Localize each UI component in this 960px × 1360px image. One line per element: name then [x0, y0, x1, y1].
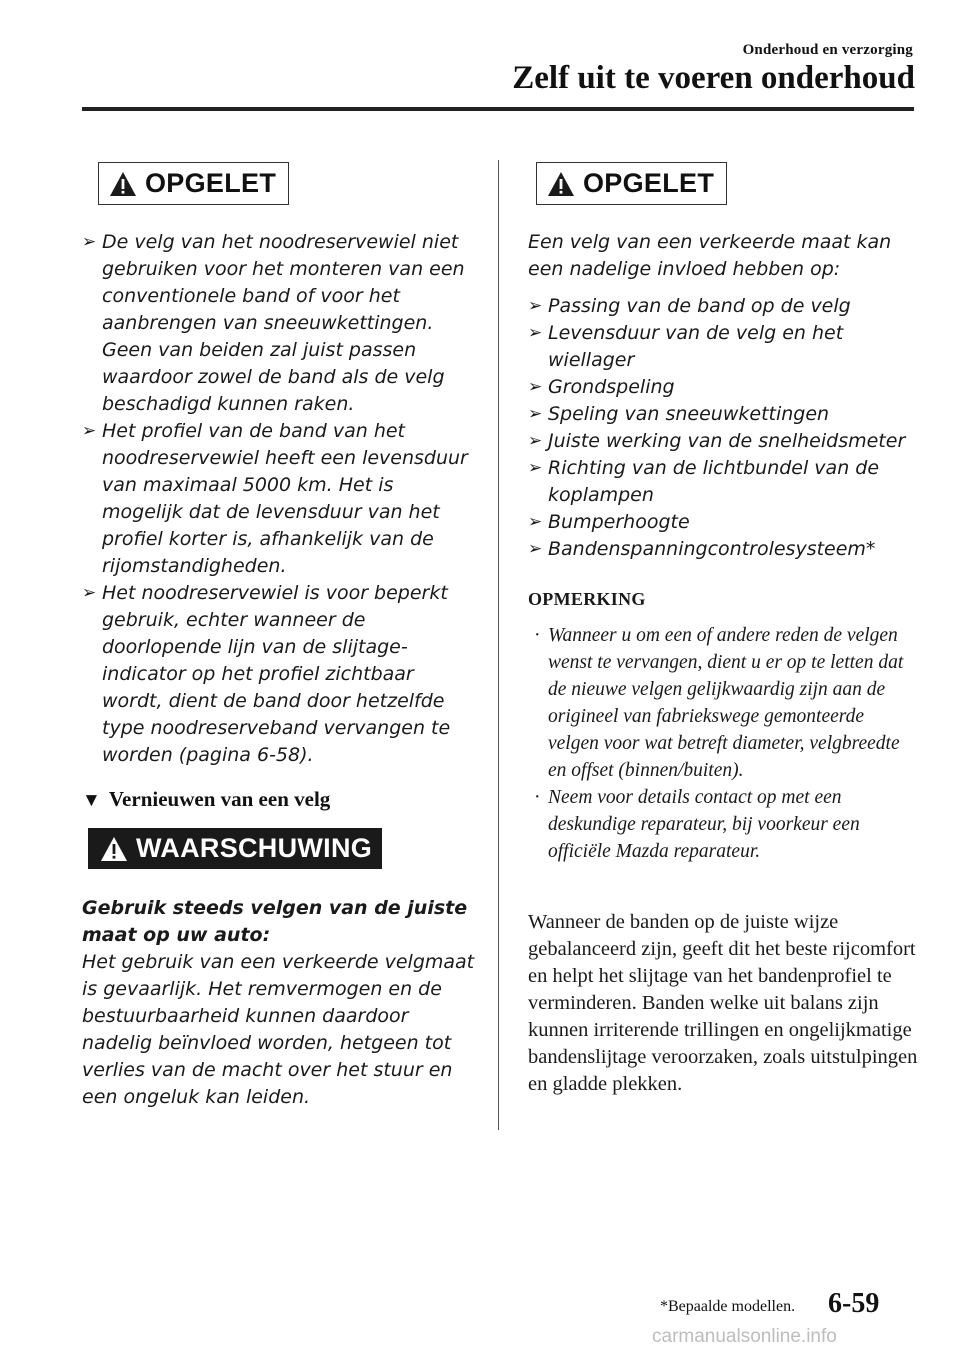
footnote: *Bepaalde modellen. [660, 1298, 796, 1315]
list-item: ➢ De velg van het noodreservewiel niet gebruiken voor het monteren van een conventionele band of voor het aanbrengen van sneeuwkettingen. Geen van beiden zal juist passen waardoor zowel de band als de velg beschadigd kunnen raken. [82, 231, 465, 415]
list-item: ➢ Levensduur van de velg en het wiellager [528, 322, 844, 371]
caution-label: OPGELET [145, 168, 277, 198]
list-item: ➢ Passing van de band op de velg [528, 293, 918, 320]
body-paragraph: Wanneer de banden op de juiste wijze gebalanceerd zijn, geeft dit het beste rijcomfort en helpt het slijtage van het bandenprofiel te verminderen. Banden welke uit balans zijn kunnen irriterende trillingen en ongelijkmatige bandenslijtage veroorzaken, zoals uitstulpingen en gladde plekken. [528, 911, 918, 1095]
list-item: ➢ Het profiel van de band van het noodreservewiel heeft een levensduur van maximaal 5000 km. Het is mogelijk dat de levensduur van het profiel korter is, afhankelijk van de rijomstandigheden. [82, 420, 468, 577]
right-column [528, 162, 918, 1098]
warning-triangle-icon [547, 171, 575, 197]
arrow-bullet-icon: ➢ [82, 421, 97, 441]
page-number: 6-59 [828, 1288, 880, 1319]
list-item: ➢ Bumperhoogte [528, 509, 918, 536]
arrow-bullet-icon: ➢ [528, 458, 543, 478]
list-item: ➢ Speling van sneeuwkettingen [528, 401, 918, 428]
note-list [528, 622, 918, 865]
caution-box [536, 162, 727, 205]
arrow-bullet-icon: ➢ [528, 431, 543, 451]
caution-list [82, 229, 477, 769]
note-label: OPMERKING [528, 589, 646, 609]
caution-label: OPGELET [583, 168, 715, 198]
list-item: ➢ Bandenspanningcontrolesysteem* [528, 536, 918, 563]
watermark: carmanualsonline.info [652, 1326, 837, 1347]
list-item: ➢ Juiste werking van de snelheidsmeter [528, 428, 918, 455]
list-item: · Wanneer u om een of andere reden de velgen wenst te vervangen, dient u er op te letten dat de nieuwe velgen gelijkwaardig zijn aan de origineel van fabriekswege gemonteerde velgen voor wat betreft diameter, velgbreedte en offset (binnen/buiten). [528, 622, 918, 784]
warning-box [88, 828, 382, 869]
page-title: Zelf uit te voeren onderhoud [512, 60, 915, 96]
arrow-bullet-icon: ➢ [528, 539, 543, 559]
warning-content [82, 895, 477, 1111]
dot-bullet-icon: · [534, 787, 541, 808]
list-item: ➢ Het noodreservewiel is voor beperkt gebruik, echter wanneer de doorlopende lijn van de slijtage-indicator op het profiel zichtbaar wordt, dient de band door hetzelfde type noodreserveband vervangen te worden (pagina 6-58). [82, 582, 451, 766]
warning-triangle-icon [100, 836, 128, 862]
list-item: ➢ Grondspeling [528, 374, 918, 401]
caution-box [98, 162, 289, 205]
caution-list [528, 293, 918, 563]
warning-label: WAARSCHUWING [136, 833, 373, 863]
list-item: · Neem voor details contact op met een deskundige reparateur, bij voorkeur een officiële Mazda reparateur. [528, 784, 918, 865]
list-item: ➢ Richting van de lichtbundel van de koplampen [528, 457, 880, 506]
warning-triangle-icon [109, 171, 137, 197]
left-column [82, 162, 477, 1111]
warning-title: Gebruik steeds velgen van de juiste maat op uw auto: [82, 897, 468, 946]
triangle-down-icon: ▼ [82, 790, 101, 811]
arrow-bullet-icon: ➢ [528, 512, 543, 532]
header-section: Onderhoud en verzorging [742, 42, 913, 58]
warning-text: Het gebruik van een verkeerde velgmaat is gevaarlijk. Het remvermogen en de bestuurbaarheid kunnen daardoor nadelig beïnvloed worden, hetgeen tot verlies van de macht over het stuur en een ongeluk kan leiden. [82, 951, 475, 1108]
arrow-bullet-icon: ➢ [528, 323, 543, 343]
caution-intro: Een velg van een verkeerde maat kan een nadelige invloed hebben op: [528, 231, 892, 280]
arrow-bullet-icon: ➢ [528, 296, 543, 316]
column-divider [498, 160, 499, 1130]
arrow-bullet-icon: ➢ [82, 232, 97, 252]
header-rule [82, 107, 914, 111]
dot-bullet-icon: · [534, 625, 541, 646]
arrow-bullet-icon: ➢ [528, 377, 543, 397]
section-heading: ▼ Vernieuwen van een velg [82, 787, 331, 811]
arrow-bullet-icon: ➢ [528, 404, 543, 424]
arrow-bullet-icon: ➢ [82, 583, 97, 603]
